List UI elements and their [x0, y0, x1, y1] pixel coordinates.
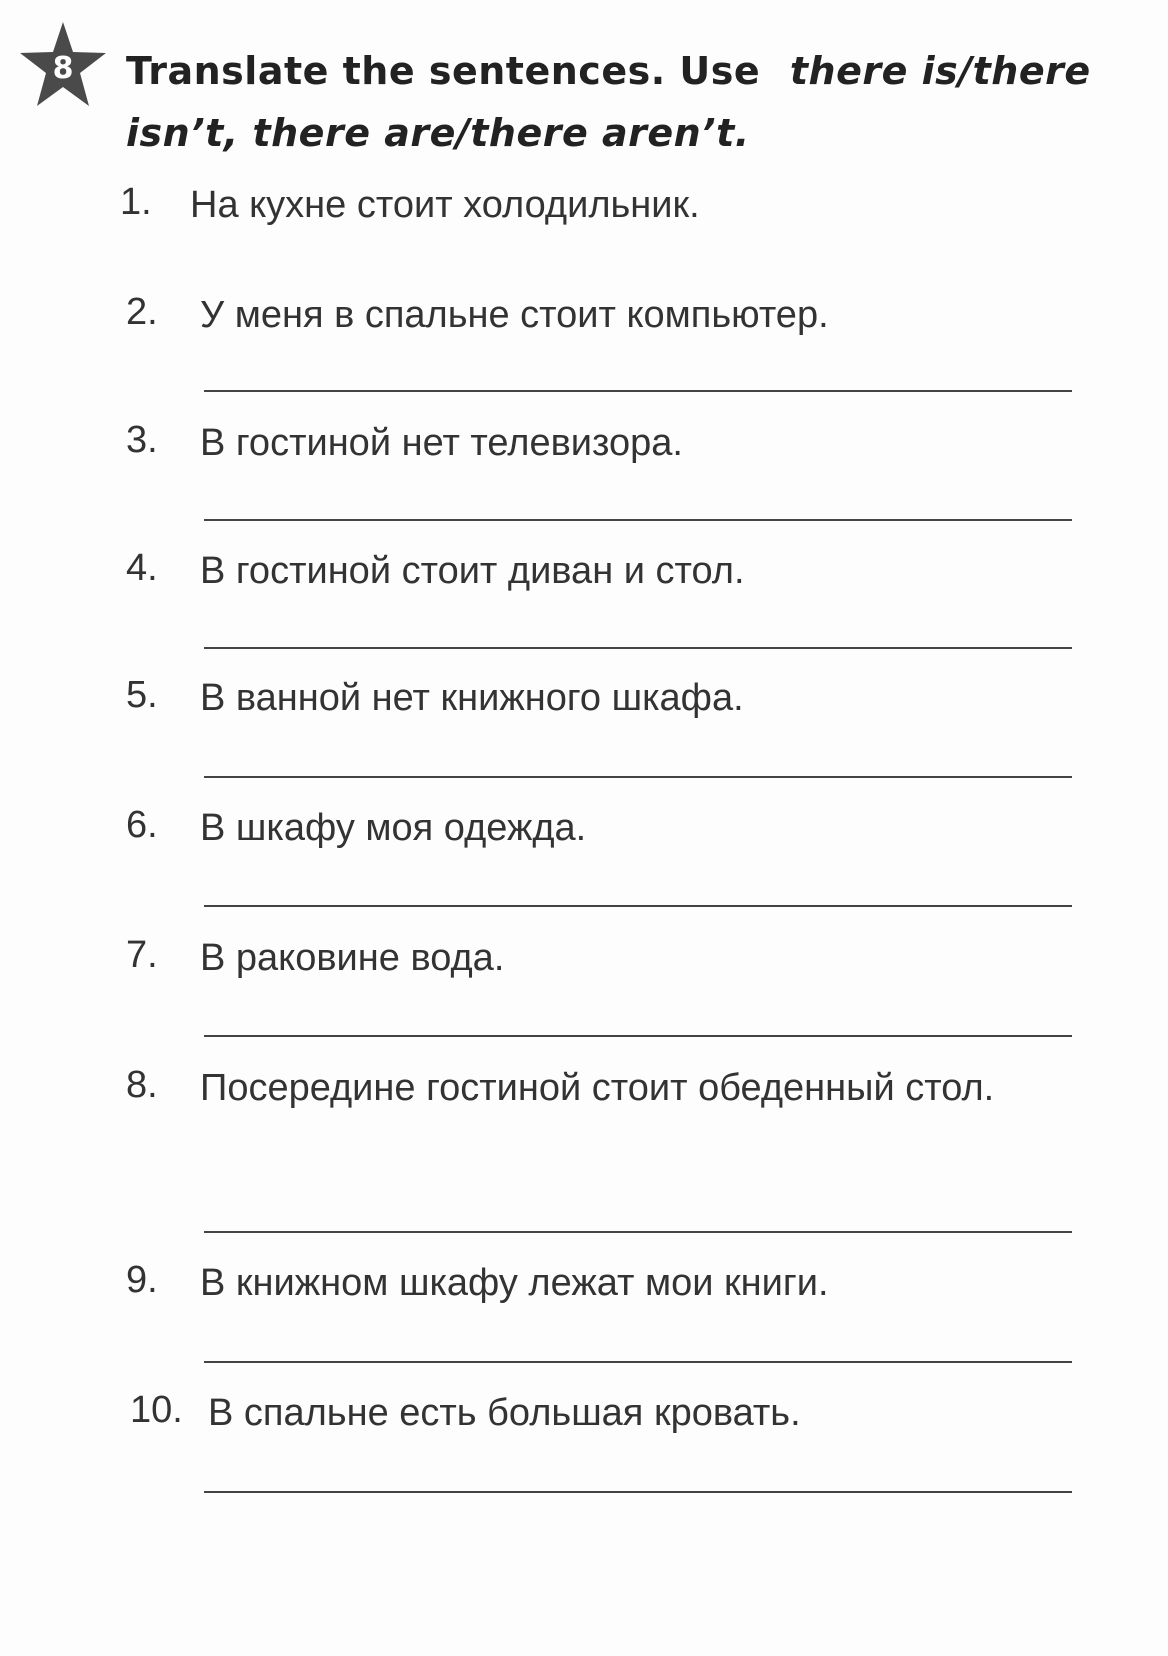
item-sentence: В ванной нет книжного шкафа. — [200, 677, 744, 719]
item-number: 9. — [126, 1259, 158, 1301]
item-number: 1. — [120, 181, 152, 223]
answer-line-2[interactable] — [204, 390, 1072, 392]
item-number: 6. — [126, 804, 158, 846]
instruction-italic-1: there is/there — [789, 49, 1091, 93]
answer-line-10[interactable] — [204, 1491, 1072, 1493]
item-sentence: У меня в спальне стоит компьютер. — [200, 294, 829, 336]
item-sentence: Посередине гостиной стоит обеденный стол. — [200, 1067, 995, 1109]
item-sentence: В шкафу моя одежда. — [200, 807, 587, 849]
item-sentence: В книжном шкафу лежат мои книги. — [200, 1262, 829, 1304]
item-sentence: В гостиной нет телевизора. — [200, 422, 683, 464]
item-sentence: В гостиной стоит диван и стол. — [200, 550, 745, 592]
item-number: 7. — [126, 934, 158, 976]
item-number: 3. — [126, 419, 158, 461]
exercise-instruction — [126, 40, 1106, 164]
item-number: 5. — [126, 674, 158, 716]
item-sentence: В раковине вода. — [200, 937, 505, 979]
item-number: 4. — [126, 547, 158, 589]
item-sentence: На кухне стоит холодильник. — [190, 184, 700, 226]
answer-line-8[interactable] — [204, 1231, 1072, 1233]
exercise-number: 8 — [52, 51, 74, 86]
star-icon — [18, 20, 108, 110]
instruction-italic-2: isn’t, there are/there aren’t. — [126, 111, 750, 155]
answer-line-6[interactable] — [204, 905, 1072, 907]
instruction-text: Translate the sentences. Use — [126, 49, 761, 93]
answer-line-3[interactable] — [204, 519, 1072, 521]
answer-line-4[interactable] — [204, 647, 1072, 649]
answer-line-9[interactable] — [204, 1361, 1072, 1363]
answer-line-7[interactable] — [204, 1035, 1072, 1037]
item-sentence: В спальне есть большая кровать. — [208, 1392, 801, 1434]
item-number: 2. — [126, 291, 158, 333]
item-number: 10. — [130, 1389, 183, 1431]
item-number: 8. — [126, 1064, 158, 1106]
answer-line-5[interactable] — [204, 776, 1072, 778]
